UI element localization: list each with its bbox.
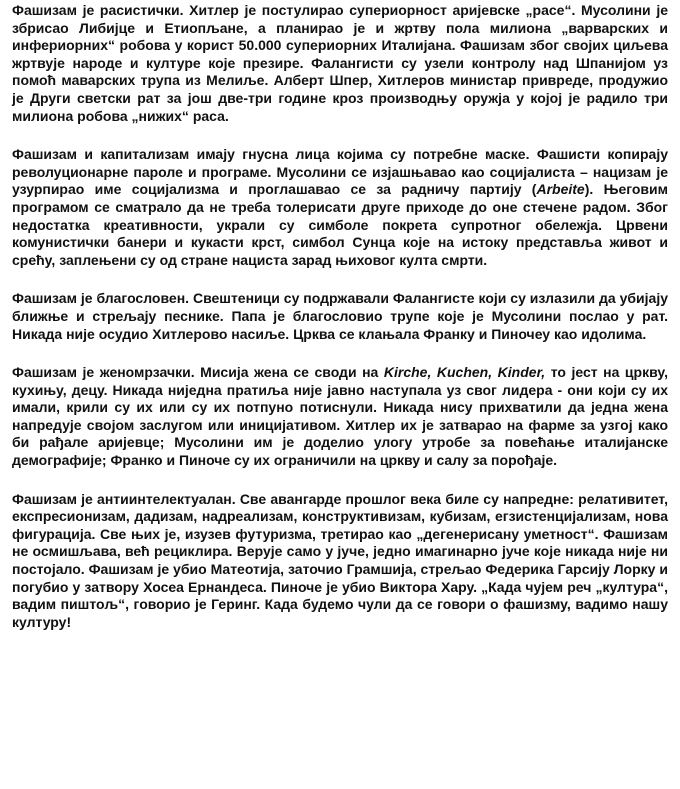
paragraph-racism-text: Фашизам је расистички. Хитлер је постулирао супериорност аријевске „расе“. Мусолини је збрисао Либијце и Етиопљане, а планирао је и жртву пола милиона „варварских и инфериорних“ робова у корист 50.000 супериорних Италијана. Фашизам због својих циљева жртвује народе и културе које презире. Фалангисти су узели контролу над Шпанијом уз помоћ маварских трупа из Мелиље. Алберт Шпер, Хитлеров министар привреде, продужио је Други светски рат за још две-три године кроз производњу оружја у којој је радило три милиона робова „нижих“ раса. xyxy=(12,2,668,124)
paragraph-capitalism-italic-term: Arbeite xyxy=(536,181,585,198)
paragraph-capitalism xyxy=(12,146,668,269)
paragraph-racism xyxy=(12,2,668,125)
paragraph-anti-intellectual xyxy=(12,491,668,632)
paragraph-blessed-text: Фашизам је благословен. Свештеници су подржавали Фалангисте који су излазили да убијају ближње и стрељају песнике. Папа је благословио трупе које је Мусолини послао у рат. Никада није осудио Хитлерово насиље. Црква се клањала Франку и Пиночеу као идолима. xyxy=(12,290,668,342)
paragraph-blessed xyxy=(12,290,668,343)
paragraph-capitalism-text-1: Фашизам и капитализам имају гнусна лица којима су потребне маске. Фашисти копирају револуционарне пароле и програме. Мусолини се изјашњавао као социјалиста – нацизам је узурпирао име социјализма и проглашавао се за радничу партију ( xyxy=(12,146,668,198)
paragraph-misogyny-text-2: то јест на цркву, кухињу, децу. Никада ниједна пратиља није јавно наступала уз свог лидера - они који су их имали, крили су их или су их потпуно потиснули. Никада нису прихватили да једна жена напредује својом заслугом или иницијативом. Хитлер их је затварао на фарме за узгој како би рађале аријевце; Мусолини им је доделио улогу утробе за повећање италијанске демографије; Франко и Пиноче су их ограничили на цркву и салу за порођаје. xyxy=(12,364,668,469)
paragraph-capitalism-text-2: ). Његовим програмом се сматрало да не треба толерисати друге приходе до оне стечене радом. Због недостатка креативности, украли су симболе покрета супротног обележја. Црвени комунистички банери и кукасти крст, симбол Сунца које на истоку представља живот и срећу, заплењени су од стране нациста зарад њиховог култа смрти. xyxy=(12,181,668,268)
paragraph-misogyny-italic-term: Kirche, Kuchen, Kinder, xyxy=(383,364,546,381)
paragraph-misogyny xyxy=(12,364,668,470)
paragraph-misogyny-text-1: Фашизам је женомрзачки. Мисија жена се своди на xyxy=(12,364,384,381)
paragraph-anti-intellectual-text: Фашизам је антиинтелектуалан. Све авангарде прошлог века биле су напредне: релативитет, експресионизам, дадизам, надреализам, конструктивизам, кубизам, егзистенцијализам, нова фигурација. Све њих је, изузев футуризма, третирао као „дегенерисану уметност“. Фашизам не осмишљава, већ рециклира. Верује само у јуче, једно имагинарно јуче које никада није ни постојало. Фашизам је убио Матеотија, заточио Грамшија, стрељао Федерика Гарсију Лорку и погубио у затвору Хосеа Ернандеса. Пиноче је убио Виктора Хару. „Када чујем реч „култура“, вадим пиштољ“, говорио је Геринг. Када будемо чули да се говори о фашизму, вадимо нашу културу! xyxy=(12,490,668,630)
